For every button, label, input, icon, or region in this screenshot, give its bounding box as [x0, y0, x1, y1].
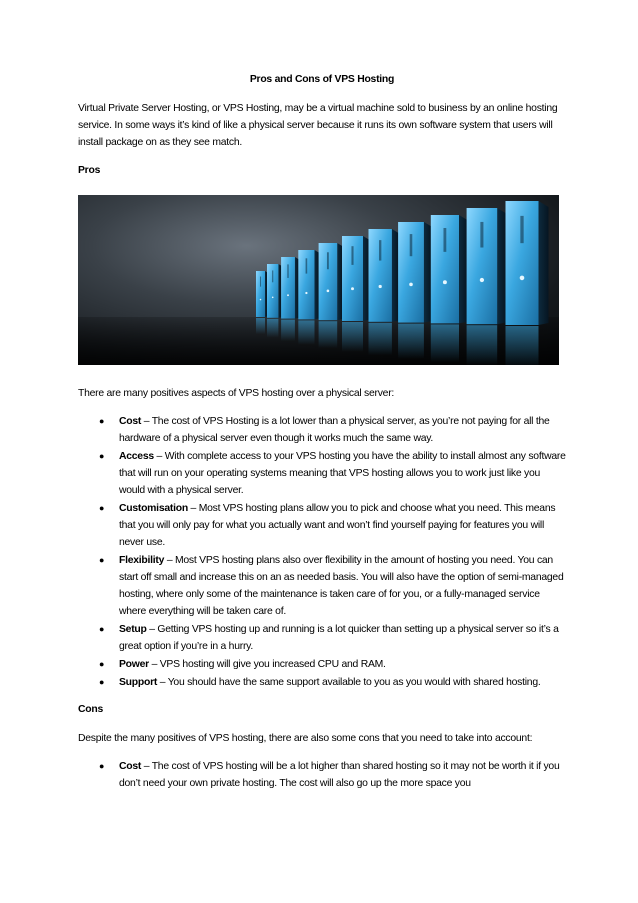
item-term: Cost — [119, 416, 142, 427]
cons-list — [78, 758, 566, 792]
cons-heading: Cons — [78, 704, 103, 715]
server-reflection — [342, 322, 363, 352]
item-text: – With complete access to your VPS hosting you have the ability to install almost any software that will run on your operating systems meaning that VPS hosting allows you to work just like you would with a physical server. — [119, 451, 566, 496]
server-slot — [443, 228, 446, 252]
server-side — [392, 229, 399, 322]
item-text: – Most VPS hosting plans allow you to pick and choose what you need. This means that you will only pay for what you actually want and won’t find yourself paying for features you will never use. — [119, 503, 556, 548]
list-item — [78, 674, 566, 691]
server-led — [520, 276, 525, 281]
bullet-icon: ● — [99, 451, 105, 461]
server-led — [305, 292, 307, 294]
item-term: Setup — [119, 624, 147, 635]
server-reflection — [431, 324, 459, 362]
item-term: Flexibility — [119, 555, 165, 566]
server-slot — [379, 240, 381, 260]
server-side — [424, 222, 432, 323]
list-item — [78, 413, 566, 447]
server-led — [443, 280, 447, 284]
intro-paragraph: Virtual Private Server Hosting, or VPS Hosting, may be a virtual machine sold to business by an online hosting service. In some ways it’s kind of like a physical server because it runs its own software system that users will install package on as they see match. — [78, 103, 558, 148]
bullet-icon: ● — [99, 677, 105, 687]
item-text: – The cost of VPS Hosting is a lot lower than a physical server, as you’re not paying for all the hardware of a physical server even though it works much the same way. — [119, 416, 550, 444]
item-term: Customisation — [119, 503, 188, 514]
server-slot — [260, 277, 261, 287]
item-text: – Getting VPS hosting up and running is a lot quicker than setting up a physical server so it’s a great option if you’re in a hurry. — [119, 624, 559, 652]
item-term: Access — [119, 451, 154, 462]
server-side — [315, 250, 319, 319]
bullet-icon: ● — [99, 555, 105, 565]
bullet-icon: ● — [99, 503, 105, 513]
server-slot — [520, 216, 523, 243]
server-led — [480, 278, 484, 282]
server-side — [539, 201, 549, 325]
cons-intro: Despite the many positives of VPS hosting, there are also some cons that you need to take into account: — [78, 733, 533, 744]
server-slot — [287, 264, 288, 278]
list-item — [78, 621, 566, 655]
server-side — [459, 215, 467, 323]
server-slot — [272, 270, 273, 282]
server-slot — [327, 252, 329, 269]
server-slot — [410, 234, 413, 256]
server-side — [497, 208, 506, 324]
server-slot — [480, 222, 483, 248]
list-item — [78, 500, 566, 551]
list-item — [78, 758, 566, 792]
server-side — [295, 257, 299, 319]
server-racks-image — [78, 195, 559, 365]
server-reflection — [467, 325, 498, 365]
server-led — [351, 287, 354, 290]
bullet-icon: ● — [99, 416, 105, 426]
server-led — [409, 283, 413, 287]
item-text: – You should have the same support available to you as you would with shared hosting. — [157, 677, 541, 688]
server-side — [265, 271, 267, 317]
server-side — [363, 236, 369, 321]
pros-intro: There are many positives aspects of VPS hosting over a physical server: — [78, 388, 395, 399]
item-term: Support — [119, 677, 158, 688]
server-led — [327, 290, 330, 293]
server-reflection — [281, 320, 295, 342]
server-side — [337, 243, 342, 320]
document-title: Pros and Cons of VPS Hosting — [249, 74, 395, 85]
item-term: Power — [119, 659, 149, 670]
server-side — [278, 264, 281, 318]
bullet-icon: ● — [99, 761, 105, 771]
list-item — [78, 552, 566, 620]
bullet-icon: ● — [99, 659, 105, 669]
item-term: Cost — [119, 761, 142, 772]
list-item — [78, 656, 566, 673]
server-led — [287, 294, 289, 296]
server-racks-illustration — [78, 195, 559, 365]
server-slot — [351, 246, 353, 265]
item-text: – VPS hosting will give you increased CPU and RAM. — [148, 659, 386, 670]
server-led — [260, 299, 262, 301]
server-reflection — [319, 321, 338, 348]
document-page — [78, 71, 566, 802]
server-slot — [306, 258, 308, 273]
item-text: – The cost of VPS hosting will be a lot higher than shared hosting so it may not be worth it if you don’t need your own private hosting. The cost will also go up the more space you — [119, 761, 560, 789]
pros-heading: Pros — [78, 165, 101, 176]
list-item — [78, 448, 566, 499]
server-reflection — [298, 320, 314, 344]
item-text: – Most VPS hosting plans also over flexibility in the amount of hosting you need. You can start off small and increase this on an as needed basis. You will also have the option of semi-managed hosting, where only some of the maintenance is taken care of for you, or a fully-managed service where everything will be taken care of. — [119, 555, 564, 617]
server-led — [272, 297, 274, 299]
server-led — [379, 285, 382, 288]
server-reflection — [506, 326, 539, 365]
server-reflection — [267, 319, 278, 338]
server-reflection — [369, 323, 392, 355]
bullet-icon: ● — [99, 624, 105, 634]
server-reflection — [398, 324, 424, 359]
server-reflection — [256, 318, 265, 334]
pros-list — [78, 413, 566, 691]
